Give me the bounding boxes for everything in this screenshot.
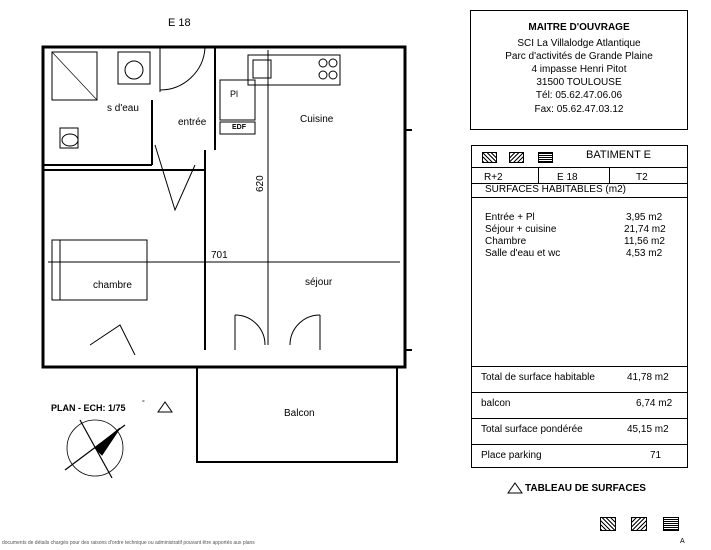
owner-line: Tél: 05.62.47.06.06 (535, 90, 623, 101)
surface-row-value: 4,53 m2 (626, 248, 663, 259)
surface-row-value: 21,74 m2 (624, 224, 666, 235)
surface-row-value: 3,95 m2 (626, 212, 663, 223)
room-label-sejour: séjour (305, 277, 333, 288)
owner-box (470, 10, 688, 130)
owner-line: SCI La Villalodge Atlantique (517, 38, 641, 49)
total-row-value: 6,74 m2 (636, 398, 673, 409)
dimension-horizontal: 701 (211, 250, 228, 261)
hatch-swatch (509, 152, 524, 163)
total-row-label: Place parking (481, 450, 542, 461)
level-cell: R+2 (484, 172, 503, 183)
room-label-entree: entrée (178, 117, 207, 128)
total-row-label: balcon (481, 398, 511, 409)
hatch-swatch (600, 517, 616, 531)
degree-mark: ° (142, 400, 145, 407)
building-label: BATIMENT E (586, 149, 651, 161)
surface-row-label: Séjour + cuisine (485, 224, 557, 235)
owner-line: Parc d'activités de Grande Plaine (505, 51, 653, 62)
room-label-pl: Pl (230, 89, 239, 99)
owner-title: MAITRE D'OUVRAGE (528, 22, 630, 33)
hatch-swatch (482, 152, 497, 163)
room-label-edf: EDF (232, 124, 246, 131)
type-cell: T2 (636, 172, 648, 183)
surface-row-label: Salle d'eau et wc (485, 248, 561, 259)
room-label-balcon: Balcon (284, 408, 315, 419)
room-label-chambre: chambre (93, 280, 132, 291)
hatch-swatch (631, 517, 647, 531)
table-subtitle: SURFACES HABITABLES (m2) (485, 184, 626, 195)
owner-line: 31500 TOULOUSE (536, 77, 622, 88)
footer-note: documents de détails chargés pour des raisons d'ordre technique ou administratif pouvant être apportés aux plans (2, 540, 255, 546)
surface-row-label: Chambre (485, 236, 527, 247)
unit-cell: E 18 (557, 172, 578, 183)
surface-table (471, 145, 688, 468)
total-row-value: 45,15 m2 (627, 424, 669, 435)
surface-row-label: Entrée + Pl (485, 212, 535, 223)
dimension-vertical: 620 (255, 175, 266, 192)
room-label-cuisine: Cuisine (300, 114, 334, 125)
total-row-value: 71 (650, 450, 662, 461)
total-row-label: Total de surface habitable (481, 372, 595, 383)
table-caption: TABLEAU DE SURFACES (525, 483, 646, 494)
corner-letter: A (680, 538, 685, 545)
hatch-swatch (663, 517, 679, 531)
hatch-swatch (538, 152, 553, 163)
owner-line: 4 impasse Henri Pitot (531, 64, 627, 75)
caption-triangle-icon (507, 482, 523, 494)
scale-label: PLAN - ECH: 1/75 (51, 403, 126, 413)
owner-line: Fax: 05.62.47.03.12 (534, 104, 624, 115)
total-row-value: 41,78 m2 (627, 372, 669, 383)
room-label-s-deau: s d'eau (107, 103, 139, 114)
plan-unit-label: E 18 (168, 17, 191, 29)
surface-row-value: 11,56 m2 (624, 236, 665, 247)
total-row-label: Total surface pondérée (481, 424, 583, 435)
